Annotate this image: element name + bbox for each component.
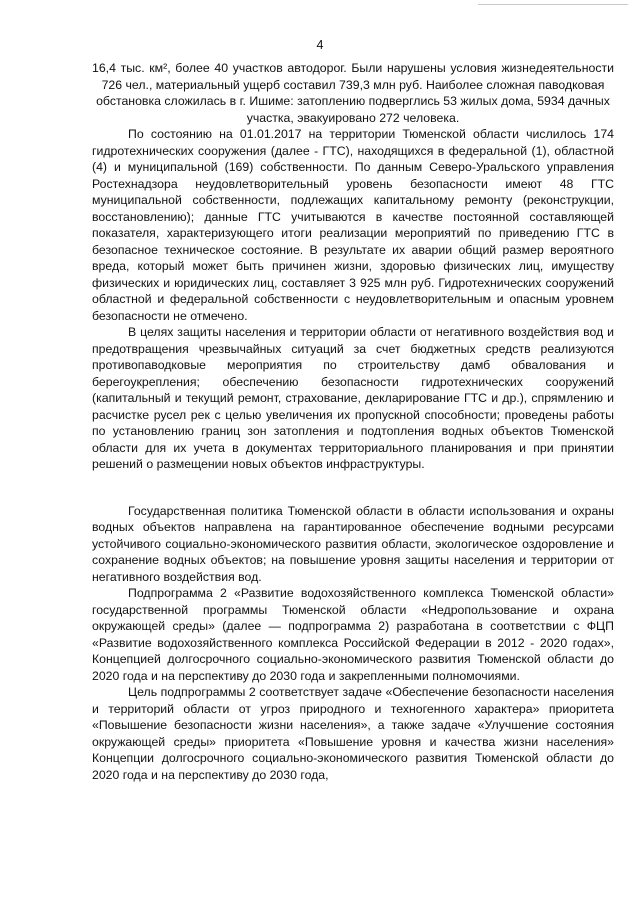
paragraph-gts-status: По состоянию на 01.01.2017 на территории Тюменской области числилось 174 гидротехнических сооружения (далее - ГТС), находящихся в федеральной (1), областной (4) и муниципальной (169) собственности. По данным Северо-Уральского управления Ростехнадзора неудовлетворительный уровень безопасности имеют 48 ГТС муниципальной собственности, подлежащих капитальному ремонту (реконструкции, восстановлению); данные ГТС учитываются в качестве постоянной составляющей показателя, характеризующего итоги реализации мероприятий по приведению ГТС в безопасное техническое состояние. В результате их аварии общий размер вероятного вреда, который может быть причинен жизни, здоровью физических лиц, имуществу физических и юридических лиц, составляет 3 925 млн руб. Гидротехнических сооружений областной и федеральной собственности с неудовлетворительным и опасным уровнем безопасности не отмечено. (92, 127, 614, 323)
paragraph-state-policy: Государственная политика Тюменской области в области использования и охраны водных объектов направлена на гарантированное обеспечение водными ресурсами устойчивого социально-экономического развития области, экологическое оздоровление и сохранение водных объектов; на повышение уровня защиты населения и территории от негативного воздействия вод. (92, 503, 614, 584)
paragraph-1-line-1: 16,4 тыс. км², более 40 участков автодорог. Были нарушены условия жизнедеятельности (92, 61, 614, 75)
paragraph-1-line-4: участка, эвакуировано 272 человека. (246, 110, 460, 125)
paragraph-gap (92, 473, 614, 503)
paragraph-protection-measures: В целях защиты населения и территории области от негативного воздействия вод и предотвращения чрезвычайных ситуаций за счет бюджетных средств реализуются противопаводковые мероприятия по строительству дамб обвалования и берегоукрепления; обеспечению безопасности гидротехнических сооружений (капитальный и текущий ремонт, страхование, декларирование ГТС и др.), спрямлению и расчистке русел рек с целью увеличения их пропускной способности; проведены работы по установлению границ зон затопления и подтопления водных объектов Тюменской области для их учета в документах территориального планирования и при принятии решений о размещении новых объектов инфраструктуры. (92, 325, 614, 471)
document-body (92, 60, 614, 783)
paragraph-subprogram: Подпрограмма 2 «Развитие водохозяйственного комплекса Тюменской области» государственной программы Тюменской области «Недропользование и охрана окружающей среды» (далее — подпрограмма 2) разработана в соответствии с ФЦП «Развитие водохозяйственного комплекса Российской Федерации в 2012 - 2020 годах», Концепцией долгосрочного социально-экономического развития Тюменской области до 2020 года и на перспективу до 2030 года и закрепленными полномочиями. (92, 586, 614, 683)
paragraph-1-line-2: 726 чел., материальный ущерб составил 739,3 млн руб. Наиболее сложная паводковая (101, 77, 605, 92)
paragraph-1-line-3: обстановка сложилась в г. Ишиме: затоплению подверглись 53 жилых дома, 5934 дачных (96, 94, 610, 108)
paragraph-subprogram-goal: Цель подпрограммы 2 соответствует задаче «Обеспечение безопасности населения и территорий области от угроз природного и техногенного характера» приоритета «Повышение безопасности жизни населения», а также задаче «Улучшение состояния окружающей среды» приоритета «Повышение уровня и качества жизни населения» Концепции долгосрочного социально-экономического развития Тюменской области до 2020 года и на перспективу до 2030 года, (92, 685, 614, 782)
top-rule (478, 4, 628, 5)
page-number: 4 (316, 38, 324, 52)
